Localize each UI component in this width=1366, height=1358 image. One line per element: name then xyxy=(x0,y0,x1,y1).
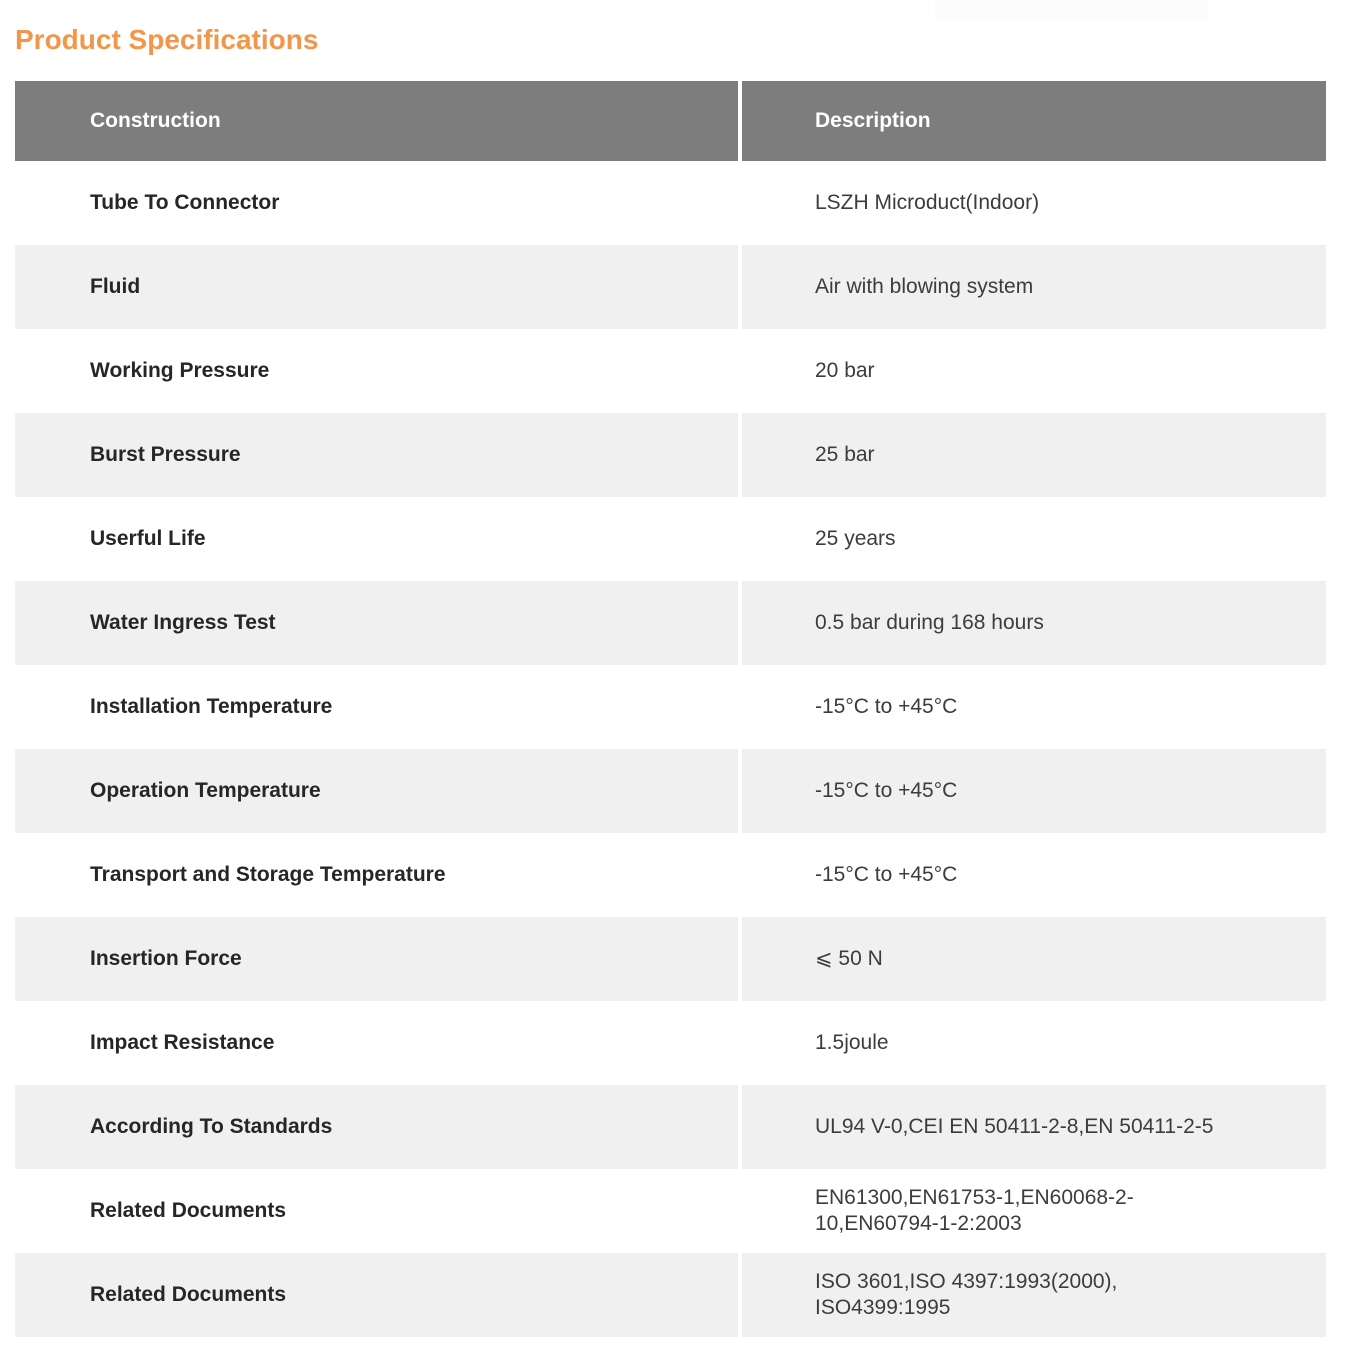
table-row xyxy=(15,581,1326,665)
table-row xyxy=(15,245,1326,329)
table-body xyxy=(15,161,1326,1337)
row-value: -15°C to +45°C xyxy=(742,749,1326,833)
row-label: Related Documents xyxy=(15,1253,738,1337)
row-label: Burst Pressure xyxy=(15,413,738,497)
table-row xyxy=(15,497,1326,581)
row-value: -15°C to +45°C xyxy=(742,833,1326,917)
row-label: Fluid xyxy=(15,245,738,329)
row-label: Impact Resistance xyxy=(15,1001,738,1085)
row-label: Tube To Connector xyxy=(15,161,738,245)
row-value: 25 years xyxy=(742,497,1326,581)
row-value: 0.5 bar during 168 hours xyxy=(742,581,1326,665)
row-value: ⩽ 50 N xyxy=(742,917,1326,1001)
row-value: 1.5joule xyxy=(742,1001,1326,1085)
row-value: ISO 3601,ISO 4397:1993(2000), ISO4399:1995 xyxy=(742,1253,1326,1337)
row-value: LSZH Microduct(Indoor) xyxy=(742,161,1326,245)
table-header-row xyxy=(15,81,1326,161)
row-label: Transport and Storage Temperature xyxy=(15,833,738,917)
table-row xyxy=(15,1001,1326,1085)
table-row xyxy=(15,1169,1326,1253)
table-row xyxy=(15,749,1326,833)
row-value: Air with blowing system xyxy=(742,245,1326,329)
row-label: Water Ingress Test xyxy=(15,581,738,665)
table-row xyxy=(15,833,1326,917)
row-label: Userful Life xyxy=(15,497,738,581)
spec-table xyxy=(15,81,1326,1337)
row-value: -15°C to +45°C xyxy=(742,665,1326,749)
row-label: Working Pressure xyxy=(15,329,738,413)
table-row xyxy=(15,1085,1326,1169)
table-row xyxy=(15,161,1326,245)
table-row xyxy=(15,329,1326,413)
header-cell-description: Description xyxy=(742,81,1326,161)
row-value: UL94 V-0,CEI EN 50411-2-8,EN 50411-2-5 xyxy=(742,1085,1326,1169)
row-label: Insertion Force xyxy=(15,917,738,1001)
table-row xyxy=(15,665,1326,749)
row-label: Related Documents xyxy=(15,1169,738,1253)
top-right-faint-panel xyxy=(935,0,1208,22)
page-title: Product Specifications xyxy=(15,24,319,55)
table-row xyxy=(15,917,1326,1001)
row-value: 25 bar xyxy=(742,413,1326,497)
row-label: Installation Temperature xyxy=(15,665,738,749)
header-cell-construction: Construction xyxy=(15,81,738,161)
row-label: Operation Temperature xyxy=(15,749,738,833)
row-value: EN61300,EN61753-1,EN60068-2-10,EN60794-1-2:2003 xyxy=(742,1169,1326,1253)
table-row xyxy=(15,1253,1326,1337)
table-row xyxy=(15,413,1326,497)
row-label: According To Standards xyxy=(15,1085,738,1169)
row-value: 20 bar xyxy=(742,329,1326,413)
